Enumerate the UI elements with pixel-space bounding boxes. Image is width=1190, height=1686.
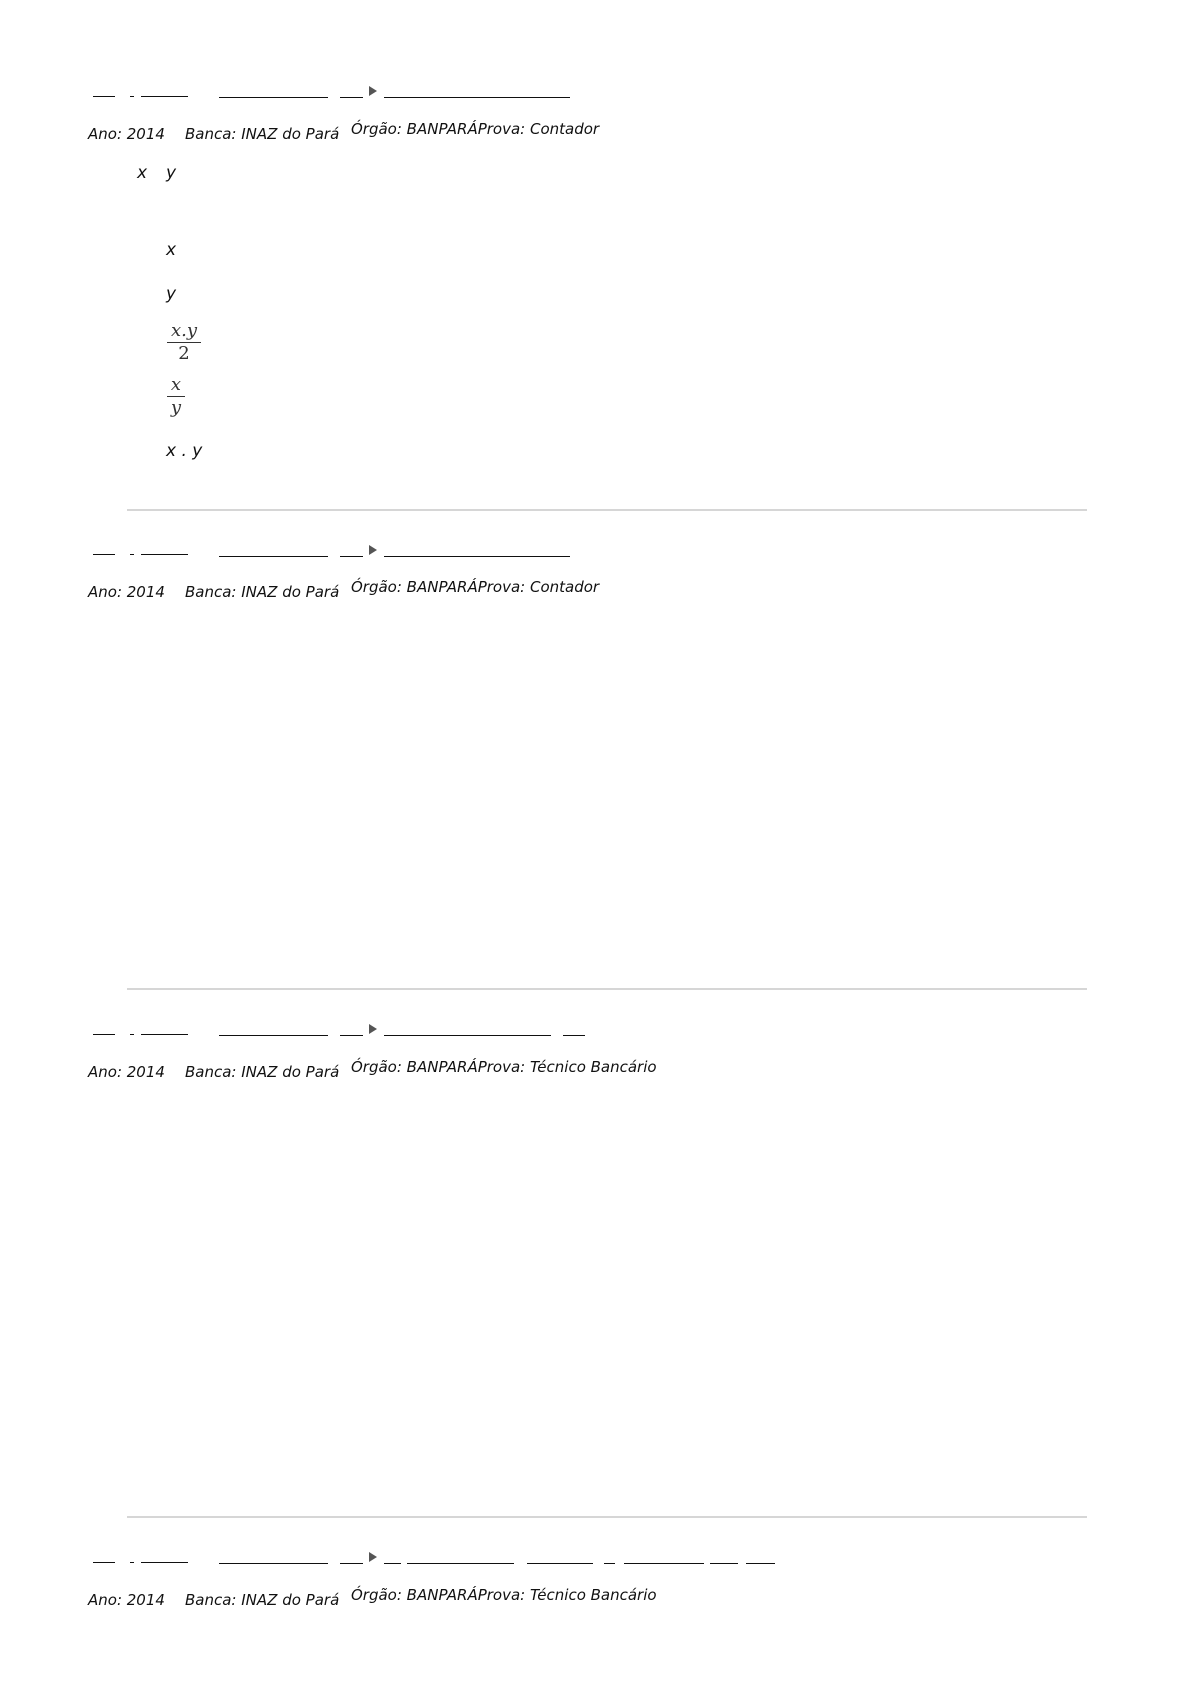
question-year: Ano: 2014 bbox=[88, 125, 165, 143]
question-divider bbox=[127, 1516, 1087, 1518]
option-a[interactable]: x bbox=[166, 240, 177, 260]
question-banca: Banca: INAZ do Pará bbox=[185, 1063, 340, 1081]
option-b[interactable]: y bbox=[166, 284, 177, 304]
option-d-numerator: x bbox=[170, 374, 182, 395]
question-banca: Banca: INAZ do Pará bbox=[185, 1591, 340, 1609]
statement-var-x: x bbox=[137, 163, 148, 183]
option-c-numerator: x.y bbox=[170, 320, 198, 341]
question-orgao-prova: Órgão: BANPARÁProva: Técnico Bancário bbox=[351, 1058, 657, 1076]
question-year: Ano: 2014 bbox=[88, 1063, 165, 1081]
breadcrumb-arrow-icon bbox=[369, 1552, 377, 1562]
breadcrumb-arrow-icon bbox=[369, 86, 377, 96]
breadcrumb-arrow-icon bbox=[369, 545, 377, 555]
statement-var-y: y bbox=[166, 163, 177, 183]
question-orgao-prova: Órgão: BANPARÁProva: Técnico Bancário bbox=[351, 1586, 657, 1604]
question-orgao-prova: Órgão: BANPARÁProva: Contador bbox=[351, 120, 600, 138]
option-d-denominator: y bbox=[170, 397, 182, 418]
option-e[interactable]: x . y bbox=[166, 441, 203, 461]
question-divider bbox=[127, 509, 1087, 511]
question-banca: Banca: INAZ do Pará bbox=[185, 583, 340, 601]
question-divider bbox=[127, 988, 1087, 990]
option-c-denominator: 2 bbox=[178, 343, 190, 364]
option-d[interactable] bbox=[166, 374, 186, 419]
breadcrumb-arrow-icon bbox=[369, 1024, 377, 1034]
question-year: Ano: 2014 bbox=[88, 1591, 165, 1609]
question-banca: Banca: INAZ do Pará bbox=[185, 125, 340, 143]
question-year: Ano: 2014 bbox=[88, 583, 165, 601]
option-c[interactable] bbox=[166, 320, 202, 365]
question-orgao-prova: Órgão: BANPARÁProva: Contador bbox=[351, 578, 600, 596]
